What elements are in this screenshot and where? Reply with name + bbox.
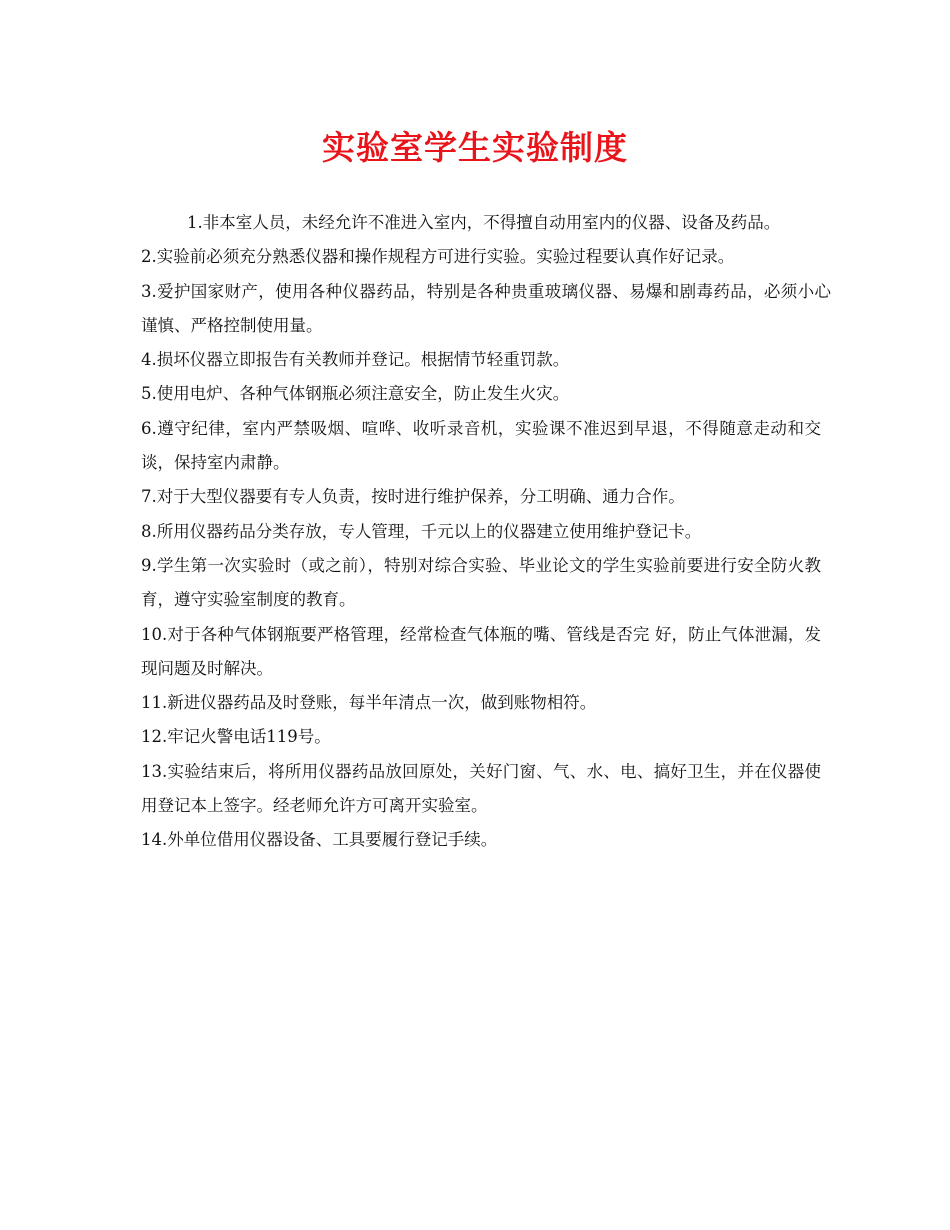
rule-item-9: 9.学生第一次实验时（或之前），特别对综合实验、毕业论文的学生实验前要进行安全防火教育，遵守实验室制度的教育。 <box>141 555 821 610</box>
rule-item-1: 1.非本室人员，未经允许不准进入室内，不得擅自动用室内的仪器、设备及药品。 <box>187 213 781 232</box>
rule-item-10: 10.对于各种气体钢瓶要严格管理，经常检查气体瓶的嘴、管线是否完 好，防止气体泄漏，发现问题及时解决。 <box>141 624 821 678</box>
rule-item-2: 2.实验前必须充分熟悉仪器和操作规程方可进行实验。实验过程要认真作好记录。 <box>141 247 735 267</box>
rule-item-14: 14.外单位借用仪器设备、工具要履行登记手续。 <box>141 830 498 850</box>
rule-item-13: 13.实验结束后，将所用仪器药品放回原处，关好门窗、气、水、电、搞好卫生，并在仪器使用登记本上签字。经老师允许方可离开实验室。 <box>141 761 821 816</box>
rule-item-3: 3.爱护国家财产，使用各种仪器药品，特别是各种贵重玻璃仪器、易爆和剧毒药品，必须小心谨慎、严格控制使用量。 <box>141 281 831 335</box>
rule-item-11: 11.新进仪器药品及时登账，每半年清点一次，做到账物相符。 <box>141 693 597 713</box>
rule-item-12: 12.牢记火警电话119号。 <box>141 727 331 747</box>
rule-item-6: 6.遵守纪律，室内严禁吸烟、喧哗、收听录音机，实验课不准迟到早退，不得随意走动和交谈，保持室内肃静。 <box>141 418 821 473</box>
rule-item-5: 5.使用电炉、各种气体钢瓶必须注意安全，防止发生火灾。 <box>141 384 570 404</box>
rule-item-4: 4.损坏仪器立即报告有关教师并登记。根据情节轻重罚款。 <box>141 350 570 370</box>
document-title: 实验室学生实验制度 <box>322 128 628 167</box>
rules-list <box>141 206 831 858</box>
rule-item-7: 7.对于大型仪器要有专人负责，按时进行维护保养，分工明确、通力合作。 <box>141 487 685 507</box>
rule-item-8: 8.所用仪器药品分类存放，专人管理，千元以上的仪器建立使用维护登记卡。 <box>141 521 702 541</box>
